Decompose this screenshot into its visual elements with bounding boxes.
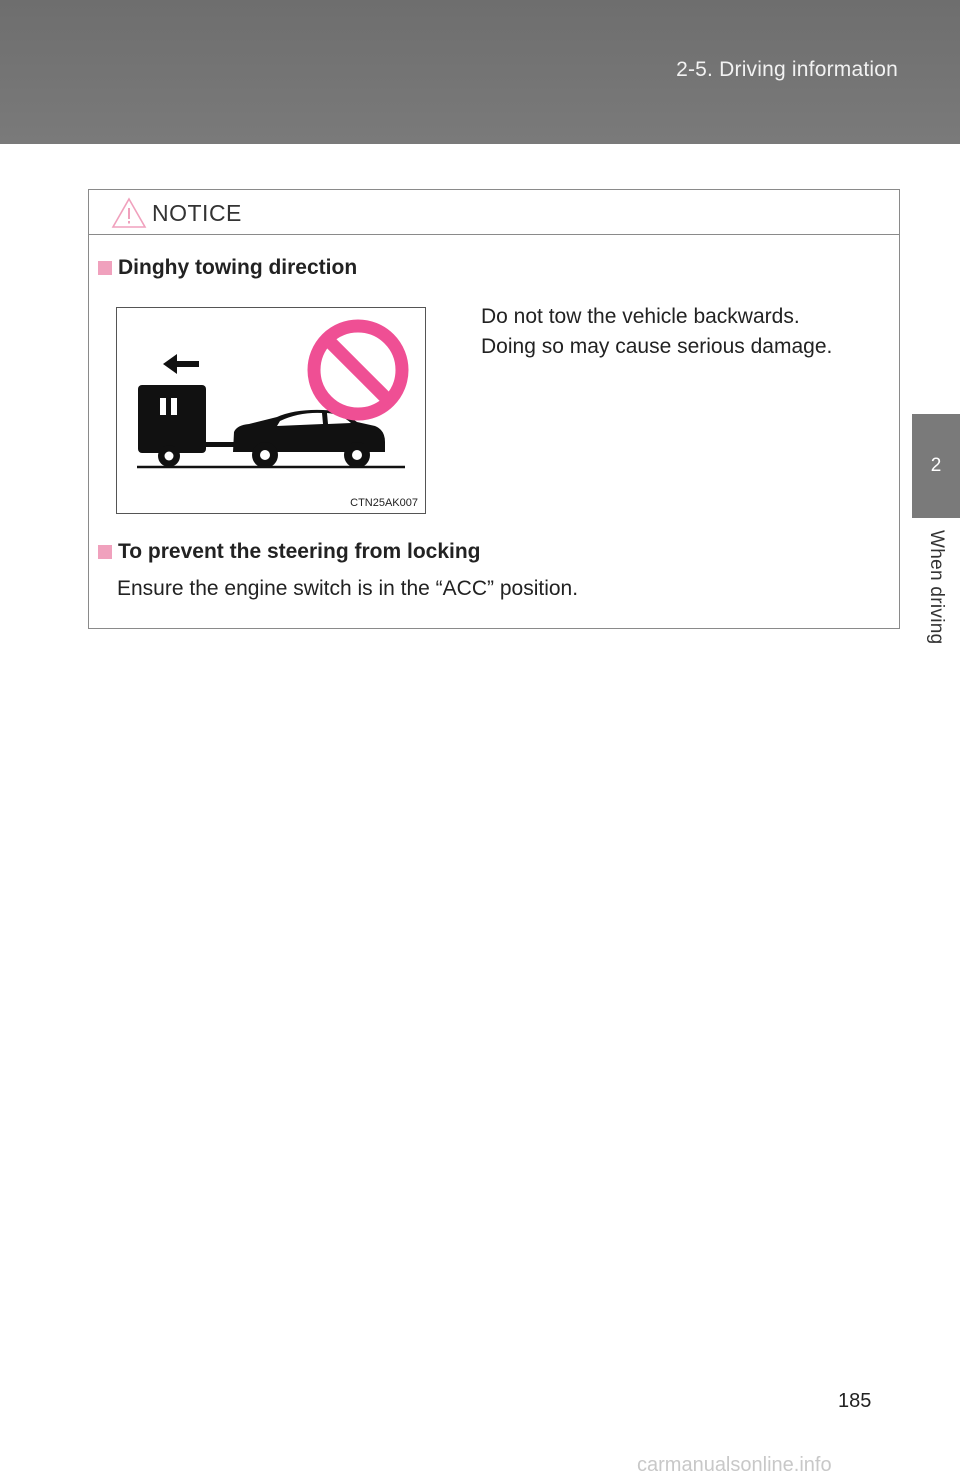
chapter-label-text: When driving [926, 530, 947, 645]
section-title: 2-5. Driving information [676, 58, 898, 81]
caption-line: Do not tow the vehicle backwards. [481, 305, 800, 328]
figure-code: CTN25AK007 [350, 497, 418, 509]
towing-illustration [116, 307, 426, 514]
notice-box [88, 189, 900, 629]
heading-text: To prevent the steering from locking [118, 540, 481, 563]
steering-instruction: Ensure the engine switch is in the “ACC” position. [117, 577, 579, 600]
heading-text: Dinghy towing direction [118, 256, 358, 279]
warning-triangle-icon [111, 197, 147, 229]
figure-caption [481, 302, 901, 362]
chapter-tab-number: 2 [912, 414, 960, 518]
notice-header [89, 190, 899, 235]
towing-backwards-prohibited-icon [117, 308, 425, 513]
page-number: 185 [838, 1390, 872, 1412]
chapter-tab-label [912, 530, 960, 660]
page-header [0, 0, 960, 144]
section-heading-steering [98, 540, 481, 564]
section-heading-dinghy [98, 256, 357, 280]
square-bullet-icon [98, 261, 112, 275]
caption-line: Doing so may cause serious damage. [481, 335, 833, 358]
notice-title: NOTICE [152, 200, 242, 226]
watermark: carmanualsonline.info [637, 1454, 832, 1476]
square-bullet-icon [98, 545, 112, 559]
